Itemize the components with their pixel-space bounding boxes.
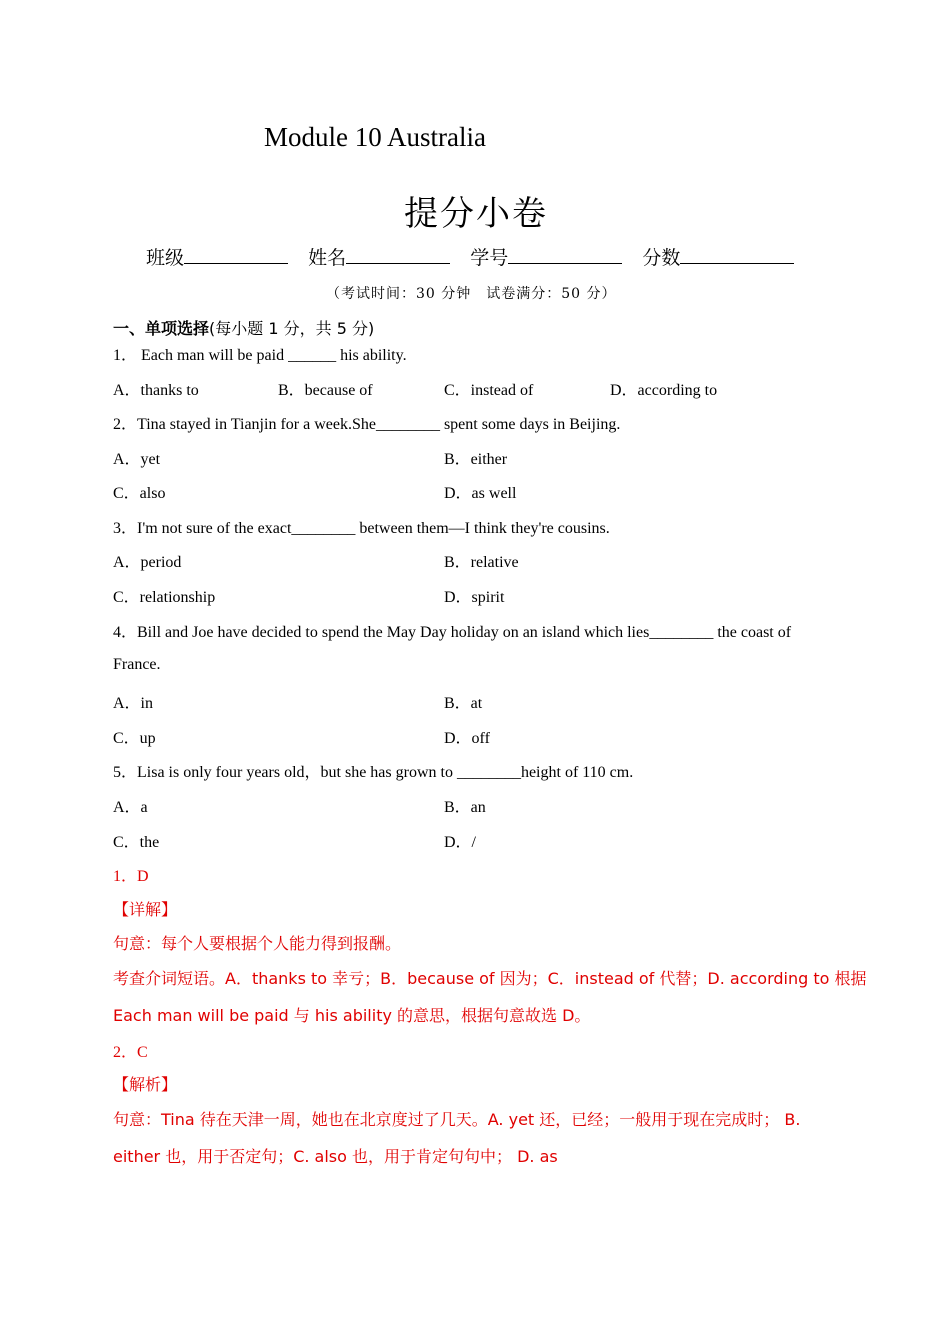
question-5-option-a[interactable]: A．a	[113, 799, 148, 816]
question-5-option-b[interactable]: B．an	[444, 799, 486, 816]
question-2-stem: 2．Tina stayed in Tianjin for a week.She________ spent some days in Beijing.	[113, 416, 621, 433]
field-id-label: 学号	[470, 247, 509, 269]
question-2-option-c[interactable]: C．also	[113, 485, 166, 502]
section-title-rest: (每小题 1 分，共 5 分)	[209, 319, 375, 338]
answer-1-line-2: 考查介词短语。A．thanks to 幸亏；B．because of 因为；C．instead of 代替；D. according to 根据	[113, 969, 867, 988]
question-3-option-a[interactable]: A．period	[113, 554, 182, 571]
question-1-option-c[interactable]: C．instead of	[444, 382, 534, 399]
question-3-option-b[interactable]: B．relative	[444, 554, 519, 571]
section-title-bold: 一、单项选择	[113, 319, 210, 338]
question-2-option-b[interactable]: B．either	[444, 451, 508, 468]
question-2-option-a[interactable]: A．yet	[113, 451, 161, 468]
question-5-stem: 5．Lisa is only four years old，but she has grown to ________height of 110 cm.	[113, 764, 634, 781]
field-score-blank[interactable]	[680, 247, 794, 264]
question-4-option-c[interactable]: C．up	[113, 730, 156, 747]
question-4-option-a[interactable]: A．in	[113, 695, 154, 712]
question-1-option-d[interactable]: D．according to	[610, 382, 718, 399]
question-4-stem-line2: France.	[113, 656, 161, 673]
answer-1-tag: 【详解】	[113, 900, 178, 919]
question-3-option-d[interactable]: D．spirit	[444, 589, 505, 606]
answer-1-number: 1．D	[113, 868, 149, 885]
field-class-label: 班级	[146, 247, 185, 269]
question-4-stem-line1: 4．Bill and Joe have decided to spend the May Day holiday on an island which lies________ the coast of	[113, 624, 792, 641]
field-name-label: 姓名	[308, 247, 347, 269]
question-4-option-d[interactable]: D．off	[444, 730, 490, 747]
answer-2-number: 2．C	[113, 1044, 148, 1061]
question-3-option-c[interactable]: C．relationship	[113, 589, 216, 606]
question-1-option-a[interactable]: A．thanks to	[113, 382, 199, 399]
answer-1-line-3: Each man will be paid 与 his ability 的意思，根据句意故选 D。	[113, 1006, 591, 1025]
field-name-blank[interactable]	[346, 247, 450, 264]
section-heading	[113, 316, 374, 339]
student-info-fields	[146, 243, 794, 270]
question-4-option-b[interactable]: B．at	[444, 695, 483, 712]
module-title: Module 10 Australia	[264, 122, 486, 152]
answer-2-line-1: 句意：Tina 待在天津一周，她也在北京度过了几天。A. yet 还，已经；一般用于现在完成时； B.	[113, 1110, 801, 1129]
question-5-option-d[interactable]: D．/	[444, 834, 477, 851]
field-score-label: 分数	[642, 247, 681, 269]
question-1-option-b[interactable]: B．because of	[278, 382, 373, 399]
field-id-blank[interactable]	[508, 247, 622, 264]
question-1-stem: 1． Each man will be paid ______ his ability.	[113, 347, 407, 364]
page-subtitle: 提分小卷	[404, 194, 548, 234]
question-3-stem: 3．I'm not sure of the exact________ between them—I think they're cousins.	[113, 520, 610, 537]
exam-note: （考试时间：30 分钟 试卷满分：50 分）	[326, 286, 617, 302]
answer-2-tag: 【解析】	[113, 1075, 178, 1094]
field-class-blank[interactable]	[184, 247, 288, 264]
answer-1-line-1: 句意：每个人要根据个人能力得到报酬。	[113, 934, 402, 953]
question-5-option-c[interactable]: C．the	[113, 834, 160, 851]
question-2-option-d[interactable]: D．as well	[444, 485, 517, 502]
answer-2-line-2: either 也，用于否定句；C. also 也，用于肯定句句中； D. as	[113, 1147, 558, 1166]
